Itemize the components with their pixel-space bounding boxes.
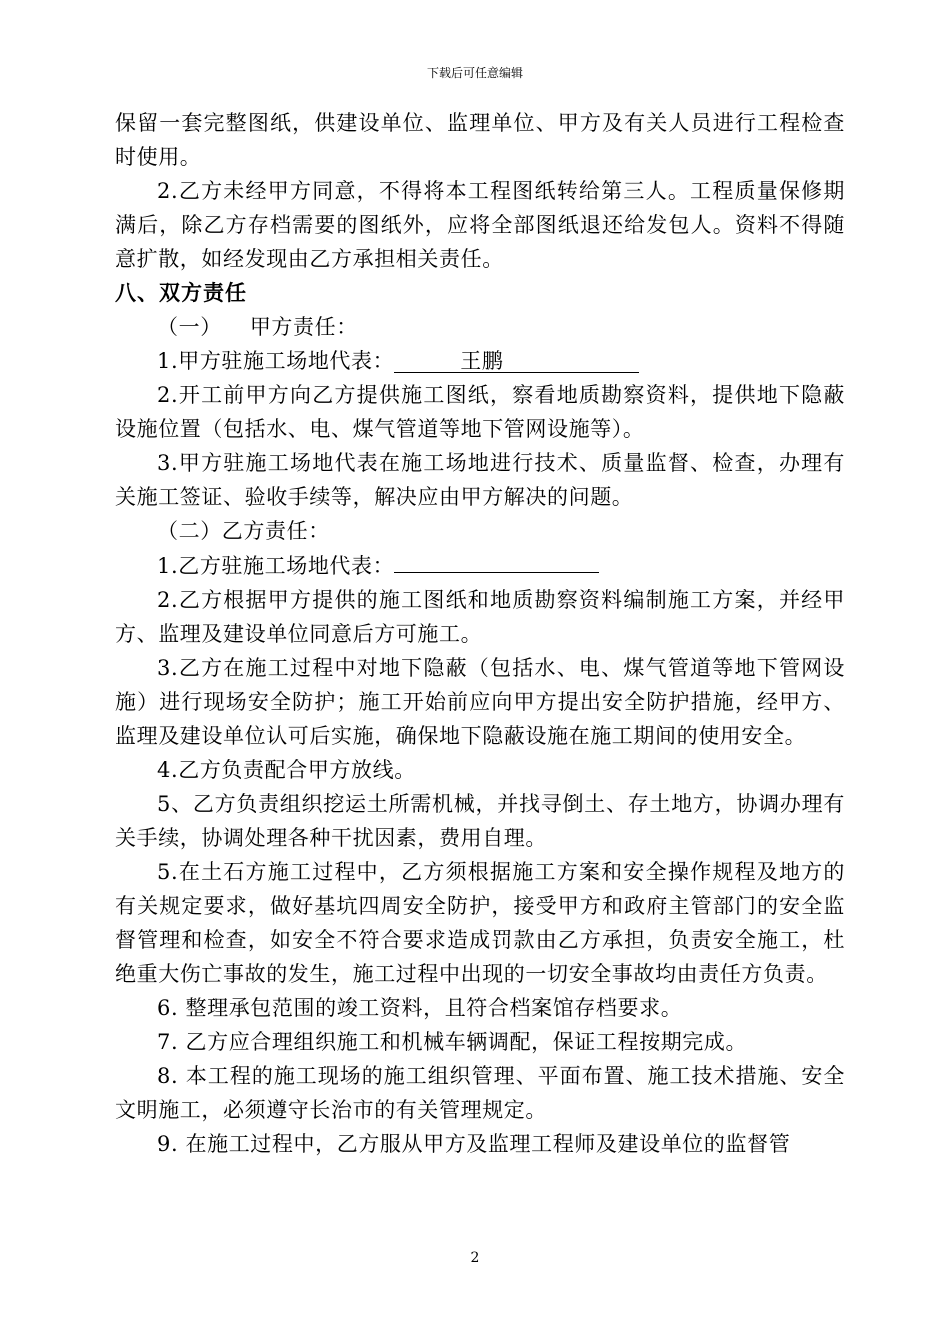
document-body bbox=[115, 106, 845, 1161]
page-number: 2 bbox=[470, 1250, 480, 1266]
party-b-item-8: 8. 本工程的施工现场的施工组织管理、平面布置、施工技术措施、安全文明施工，必须遵守长治市的有关管理规定。 bbox=[115, 1064, 845, 1122]
subheading-party-a-number: （一） bbox=[157, 315, 222, 339]
party-b-item-5b: 5.在土石方施工过程中，乙方须根据施工方案和安全操作规程及地方的有关规定要求，做好基坑四周安全防护，接受甲方和政府主管部门的安全监督管理和检查，如安全不符合要求造成罚款由乙方承担，负责安全施工，杜绝重大伤亡事故的发生，施工过程中出现的一切安全事故均由责任方负责。 bbox=[115, 860, 845, 986]
subheading-party-b: （二）乙方责任： bbox=[157, 519, 330, 543]
party-b-item-9: 9. 在施工过程中，乙方服从甲方及监理工程师及建设单位的监督管 bbox=[157, 1132, 791, 1156]
party-b-representative-label: 1.乙方驻施工场地代表： bbox=[157, 554, 395, 578]
party-b-representative-field bbox=[394, 548, 599, 573]
party-a-item-3: 3.甲方驻施工场地代表在施工场地进行技术、质量监督、检查，办理有关施工签证、验收手续等，解决应由甲方解决的问题。 bbox=[115, 451, 845, 509]
party-a-representative-field: 王鹏 bbox=[394, 349, 639, 373]
party-b-item-6: 6. 整理承包范围的竣工资料，且符合档案馆存档要求。 bbox=[157, 996, 683, 1020]
page-header: 下载后可任意编辑 bbox=[426, 66, 523, 80]
section-heading-responsibilities: 八、双方责任 bbox=[115, 281, 247, 305]
party-a-representative-label: 1.甲方驻施工场地代表： bbox=[157, 349, 395, 373]
party-b-item-7: 7. 乙方应合理组织施工和机械车辆调配，保证工程按期完成。 bbox=[157, 1030, 748, 1054]
party-a-item-2: 2.开工前甲方向乙方提供施工图纸，察看地质勘察资料，提供地下隐蔽设施位置（包括水、电、煤气管道等地下管网设施等）。 bbox=[115, 383, 845, 441]
paragraph-drawing-retention: 保留一套完整图纸，供建设单位、监理单位、甲方及有关人员进行工程检查时使用。 bbox=[115, 111, 845, 169]
party-a-representative-line bbox=[115, 344, 845, 378]
party-b-representative-line bbox=[115, 548, 845, 583]
subheading-party-a bbox=[115, 310, 845, 344]
party-b-item-4: 4.乙方负责配合甲方放线。 bbox=[157, 758, 416, 782]
subheading-party-a-title: 甲方责任： bbox=[249, 315, 358, 339]
party-b-item-2: 2.乙方根据甲方提供的施工图纸和地质勘察资料编制施工方案，并经甲方、监理及建设单位同意后方可施工。 bbox=[115, 588, 845, 646]
party-b-item-5a: 5、乙方负责组织挖运土所需机械，并找寻倒土、存土地方，协调办理有关手续，协调处理各种干扰因素，费用自理。 bbox=[115, 792, 845, 850]
party-b-item-3: 3.乙方在施工过程中对地下隐蔽（包括水、电、煤气管道等地下管网设施）进行现场安全防护；施工开始前应向甲方提出安全防护措施，经甲方、监理及建设单位认可后实施，确保地下隐蔽设施在施工期间的使用安全。 bbox=[115, 656, 845, 748]
paragraph-drawing-confidentiality: 2.乙方未经甲方同意，不得将本工程图纸转给第三人。工程质量保修期满后，除乙方存档需要的图纸外，应将全部图纸退还给发包人。资料不得随意扩散，如经发现由乙方承担相关责任。 bbox=[115, 179, 845, 271]
